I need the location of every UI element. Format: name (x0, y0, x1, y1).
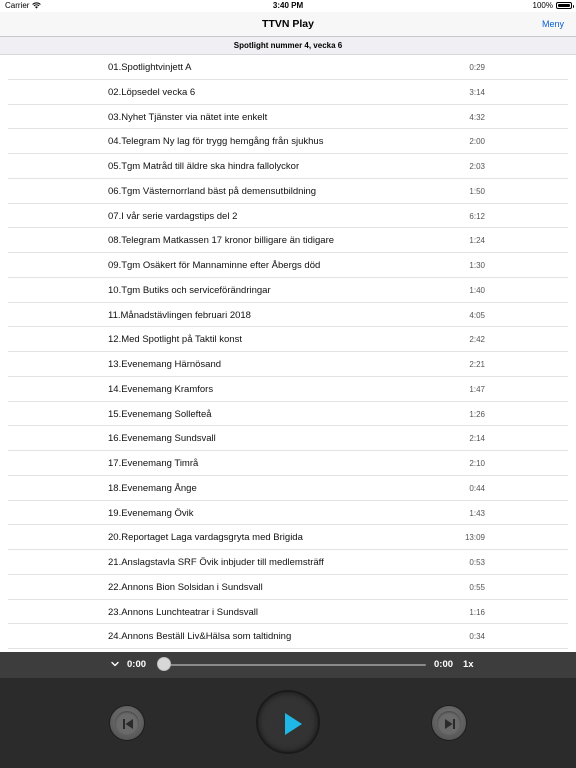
track-title: 04.Telegram Ny lag för trygg hemgång från sjukhus (108, 136, 324, 148)
track-row[interactable] (8, 402, 568, 427)
track-title: 16.Evenemang Sundsvall (108, 433, 216, 445)
track-title: 22.Annons Bion Solsidan i Sundsvall (108, 581, 263, 593)
track-duration: 0:53 (469, 558, 485, 567)
track-duration: 0:55 (469, 582, 485, 592)
track-duration: 1:24 (469, 236, 485, 246)
navigation-bar (0, 12, 576, 37)
current-time: 0:00 (127, 659, 147, 670)
track-duration: 2:00 (469, 137, 485, 147)
track-duration: 6:12 (469, 211, 485, 221)
track-duration: 2:42 (469, 335, 485, 345)
track-title: 20.Reportaget Laga vardagsgryta med Brigida (108, 532, 303, 544)
track-row[interactable] (8, 278, 568, 303)
skip-back-icon (110, 706, 146, 742)
track-duration: 4:32 (469, 112, 485, 122)
track-row[interactable] (8, 129, 568, 154)
track-duration: 0:29 (469, 63, 485, 72)
track-title: 12.Med Spotlight på Taktil konst (108, 334, 242, 346)
track-duration: 0:34 (469, 632, 485, 642)
track-row[interactable] (8, 352, 568, 377)
track-duration: 1:40 (469, 285, 485, 295)
track-title: 11.Månadstävlingen februari 2018 (108, 309, 251, 321)
track-duration: 3:14 (469, 87, 485, 97)
track-row[interactable] (8, 154, 568, 179)
seek-thumb[interactable] (157, 657, 171, 671)
player-bar (0, 652, 576, 678)
track-row[interactable] (8, 600, 568, 625)
track-title: 09.Tgm Osäkert för Mannaminne efter Åbergs död (108, 260, 321, 271)
track-row[interactable] (8, 476, 568, 501)
track-duration: 4:05 (469, 310, 485, 320)
track-duration: 2:03 (469, 162, 485, 171)
status-time: 3:40 PM (272, 1, 304, 10)
track-title: 02.Löpsedel vecka 6 (108, 86, 196, 98)
track-title: 14.Evenemang Kramfors (108, 383, 214, 395)
track-duration: 1:50 (469, 186, 485, 196)
track-title: 21.Anslagstavla SRF Övik inbjuder till medlemsträff (108, 557, 324, 568)
track-duration: 2:21 (469, 360, 485, 369)
track-row[interactable] (8, 525, 568, 550)
status-bar (0, 0, 576, 12)
total-time: 0:00 (434, 659, 454, 670)
previous-track-button[interactable] (109, 705, 145, 741)
track-title: 15.Evenemang Sollefteå (108, 408, 212, 420)
track-row[interactable] (8, 624, 568, 649)
track-title: 23.Annons Lunchteatrar i Sundsvall (108, 606, 258, 618)
track-row[interactable] (8, 303, 568, 328)
track-row[interactable] (8, 204, 568, 229)
track-duration: 13:09 (464, 533, 485, 543)
track-row[interactable] (8, 179, 568, 204)
track-row[interactable] (8, 451, 568, 476)
track-duration: 2:14 (469, 434, 485, 444)
track-row[interactable] (8, 55, 568, 80)
play-button[interactable] (256, 690, 320, 754)
track-row[interactable] (8, 501, 568, 526)
play-icon (258, 692, 322, 756)
track-row[interactable] (8, 105, 568, 130)
track-title: 08.Telegram Matkassen 17 kronor billigare än tidigare (108, 235, 335, 247)
track-title: 18.Evenemang Ånge (108, 482, 197, 494)
track-title: 07.I vår serie vardagstips del 2 (108, 210, 238, 222)
track-duration: 0:44 (469, 483, 485, 493)
track-duration: 1:16 (469, 607, 485, 617)
menu-button[interactable]: Meny (541, 19, 564, 29)
track-duration: 1:47 (469, 384, 485, 394)
track-duration: 1:30 (469, 261, 485, 270)
playback-speed-button[interactable]: 1x (463, 659, 474, 670)
track-row[interactable] (8, 228, 568, 253)
track-title: 24.Annons Beställ Liv&Hälsa som taltidning (108, 631, 292, 643)
carrier-label: Carrier (5, 1, 30, 10)
battery-icon (556, 2, 572, 9)
track-title: 05.Tgm Matråd till äldre ska hindra fallolyckor (108, 161, 300, 172)
track-row[interactable] (8, 426, 568, 451)
track-row[interactable] (8, 550, 568, 575)
track-duration: 1:43 (469, 508, 485, 518)
track-row[interactable] (8, 575, 568, 600)
player-controls (0, 678, 576, 768)
section-header: Spotlight nummer 4, vecka 6 (0, 37, 576, 55)
track-title: 10.Tgm Butiks och serviceförändringar (108, 284, 271, 296)
status-right (533, 1, 572, 10)
track-duration: 1:26 (469, 409, 485, 419)
track-row[interactable] (8, 327, 568, 352)
next-track-button[interactable] (431, 705, 467, 741)
track-row[interactable] (8, 377, 568, 402)
track-title: 19.Evenemang Övik (108, 507, 194, 519)
track-title: 13.Evenemang Härnösand (108, 359, 222, 370)
chevron-down-icon[interactable] (110, 659, 120, 669)
skip-forward-icon (432, 706, 468, 742)
track-title: 06.Tgm Västernorrland bäst på demensutbildning (108, 185, 317, 197)
track-title: 17.Evenemang Timrå (108, 458, 199, 469)
track-title: 03.Nyhet Tjänster via nätet inte enkelt (108, 111, 268, 123)
track-title: 01.Spotlightvinjett A (108, 62, 192, 73)
track-duration: 2:10 (469, 459, 485, 468)
track-row[interactable] (8, 80, 568, 105)
page-title: TTVN Play (262, 18, 314, 30)
seek-bar[interactable] (162, 664, 426, 666)
battery-percent: 100% (532, 1, 553, 10)
track-row[interactable] (8, 253, 568, 278)
track-list[interactable] (0, 55, 576, 652)
